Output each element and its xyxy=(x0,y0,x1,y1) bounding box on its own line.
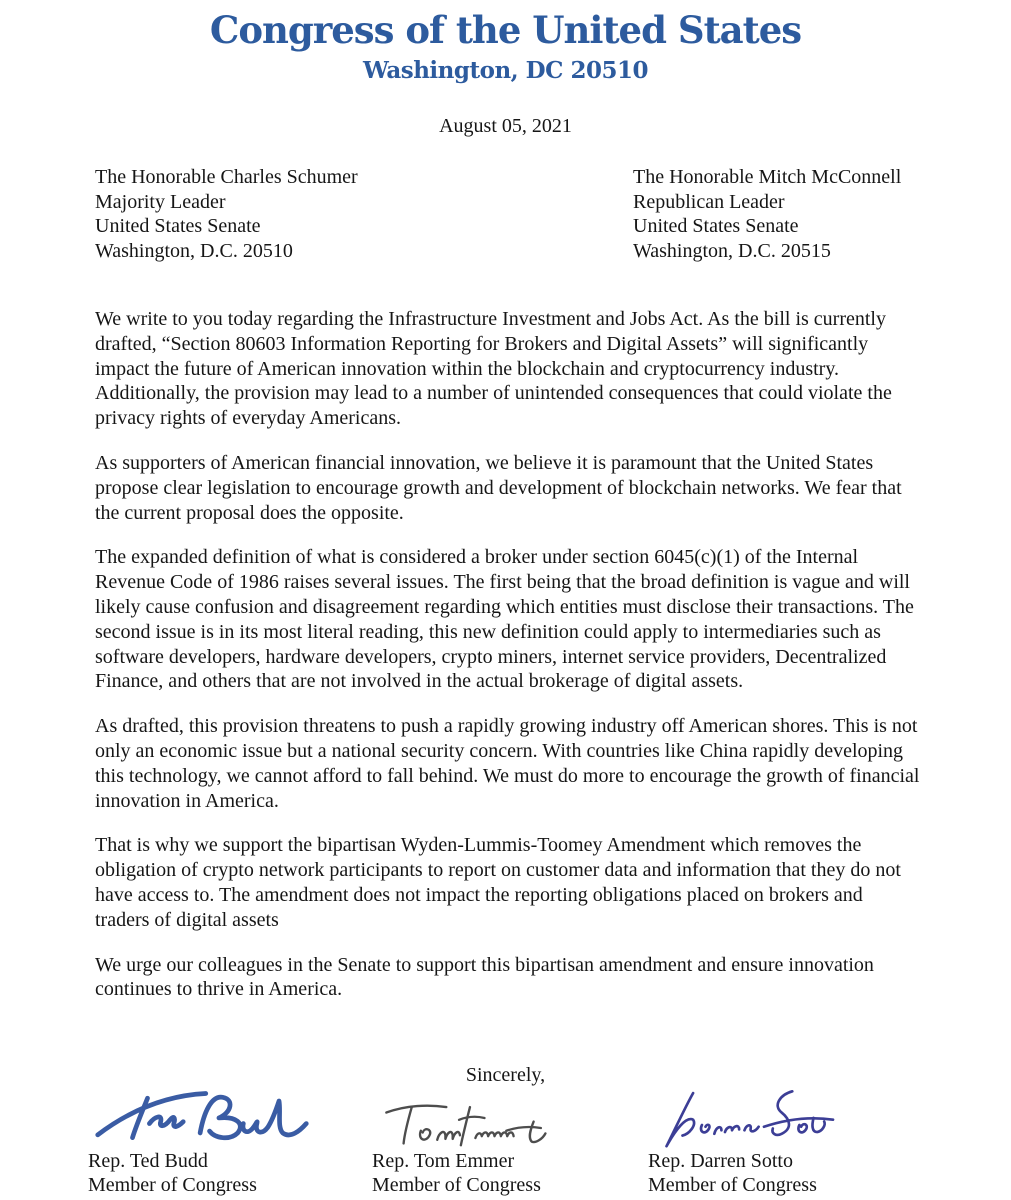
closing-salutation: Sincerely, xyxy=(465,1064,546,1086)
letterhead-subtitle: Washington, DC 20510 xyxy=(363,57,648,84)
recipient-line: Republican Leader xyxy=(633,190,785,213)
recipient-line: Washington, D.C. 20515 xyxy=(633,240,831,263)
recipient-line: United States Senate xyxy=(633,215,799,238)
paragraph: As drafted, this provision threatens to push a rapidly growing industry off American shores. This is not only an economic issue but a national security concern. With countries like China rapidly developing this technology, we cannot afford to fall behind. We must do more to encourage the growth of financial innovation in America. xyxy=(95,715,920,812)
recipient-line: Majority Leader xyxy=(95,190,226,213)
tom-emmer-signature-icon xyxy=(372,1086,642,1148)
recipient-line: United States Senate xyxy=(95,215,261,238)
signer-name: Rep. Darren Sotto xyxy=(648,1150,793,1172)
recipient-line: Washington, D.C. 20510 xyxy=(95,240,293,263)
letter-date: August 05, 2021 xyxy=(439,115,572,137)
recipient-line: The Honorable Charles Schumer xyxy=(95,166,358,188)
recipient-line: The Honorable Mitch McConnell xyxy=(633,166,902,188)
signature-block-darren-sotto xyxy=(648,1086,918,1197)
paragraph: We write to you today regarding the Infrastructure Investment and Jobs Act. As the bill is currently drafted, “Section 80603 Information Reporting for Brokers and Digital Assets” will significantly impact the future of American innovation within the blockchain and cryptocurrency industry. Additionally, the provision may lead to a number of unintended consequences that could violate the privacy rights of everyday Americans. xyxy=(95,308,892,430)
recipient-block-schumer xyxy=(95,165,358,264)
signer-name: Rep. Ted Budd xyxy=(88,1150,208,1172)
letter-body xyxy=(95,307,921,1022)
paragraph: We urge our colleagues in the Senate to support this bipartisan amendment and ensure innovation continues to thrive in America. xyxy=(95,953,874,1001)
letterhead-title: Congress of the United States xyxy=(209,8,802,52)
signer-title: Member of Congress xyxy=(648,1174,817,1196)
signature-block-ted-budd xyxy=(88,1086,358,1197)
paragraph: That is why we support the bipartisan Wyden-Lummis-Toomey Amendment which removes the obligation of crypto network participants to report on customer data and information that they do not have access to. The amendment does not impact the reporting obligations placed on brokers and traders of digital assets xyxy=(95,834,901,931)
signature-block-tom-emmer xyxy=(372,1086,642,1197)
signer-title: Member of Congress xyxy=(372,1174,541,1196)
paragraph: The expanded definition of what is considered a broker under section 6045(c)(1) of the Internal Revenue Code of 1986 raises several issues. The first being that the broad definition is vague and will likely cause confusion and disagreement regarding which entities must disclose their transactions. The second issue is in its most literal reading, this new definition could apply to intermediaries such as software developers, hardware developers, crypto miners, internet service providers, Decentralized Finance, and others that are not involved in the actual brokerage of digital assets. xyxy=(95,546,914,693)
signer-title: Member of Congress xyxy=(88,1174,257,1196)
signer-name: Rep. Tom Emmer xyxy=(372,1150,515,1172)
ted-budd-signature-icon xyxy=(88,1086,358,1148)
paragraph: As supporters of American financial innovation, we believe it is paramount that the United States propose clear legislation to encourage growth and development of blockchain networks. We fear that the current proposal does the opposite. xyxy=(95,451,902,524)
darren-sotto-signature-icon xyxy=(648,1086,918,1148)
recipient-block-mcconnell xyxy=(633,165,901,264)
